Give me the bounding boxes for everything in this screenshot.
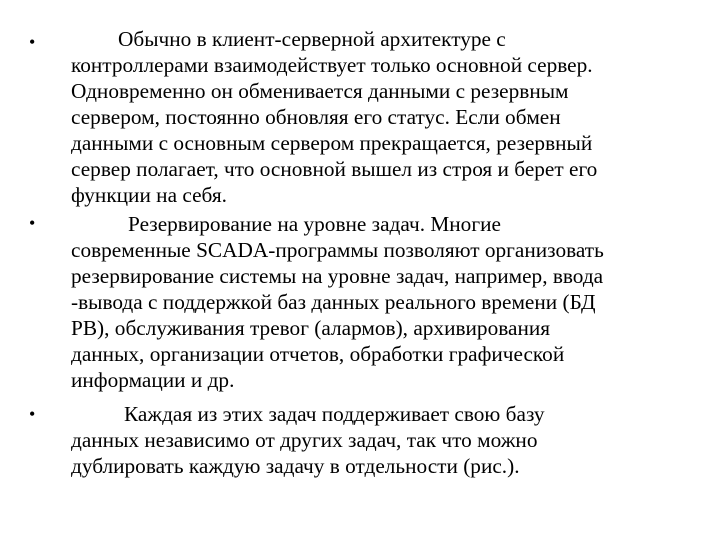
paragraph-line: сервер полагает, что основной вышел из строя и берет его (71, 157, 598, 181)
paragraph-line: данных независимо от других задач, так что можно (71, 428, 538, 452)
paragraph-line: Обычно в клиент-серверной архитектуре с (118, 27, 506, 51)
paragraph-line: данными с основным сервером прекращается, резервный (71, 131, 593, 155)
paragraph-line: Каждая из этих задач поддерживает свою базу (124, 402, 545, 426)
paragraph-line: РВ), обслуживания тревог (алармов), архивирования (71, 316, 551, 340)
paragraph-line: данных, организации отчетов, обработки графической (71, 342, 565, 366)
paragraph-line: функции на себя. (71, 183, 227, 207)
paragraph-line: контроллерами взаимодействует только основной сервер. (71, 53, 593, 77)
paragraph-line: -вывода с поддержкой баз данных реального времени (БД (71, 290, 596, 314)
paragraph-line: Одновременно он обменивается данными с резервным (71, 79, 569, 103)
paragraph-line: дублировать каждую задачу в отдельности (рис.). (71, 454, 520, 478)
paragraph-line: сервером, постоянно обновляя его статус. Если обмен (71, 105, 561, 129)
bullet-marker: • (29, 213, 36, 233)
paragraph-line: Резервирование на уровне задач. Многие (128, 212, 501, 236)
bullet-marker: • (29, 404, 36, 424)
bullet-marker: • (29, 32, 36, 52)
paragraph-line: информации и др. (71, 368, 235, 392)
paragraph-line: современные SCADA-программы позволяют организовать (71, 238, 604, 262)
paragraph-line: резервирование системы на уровне задач, например, ввода (71, 264, 604, 288)
